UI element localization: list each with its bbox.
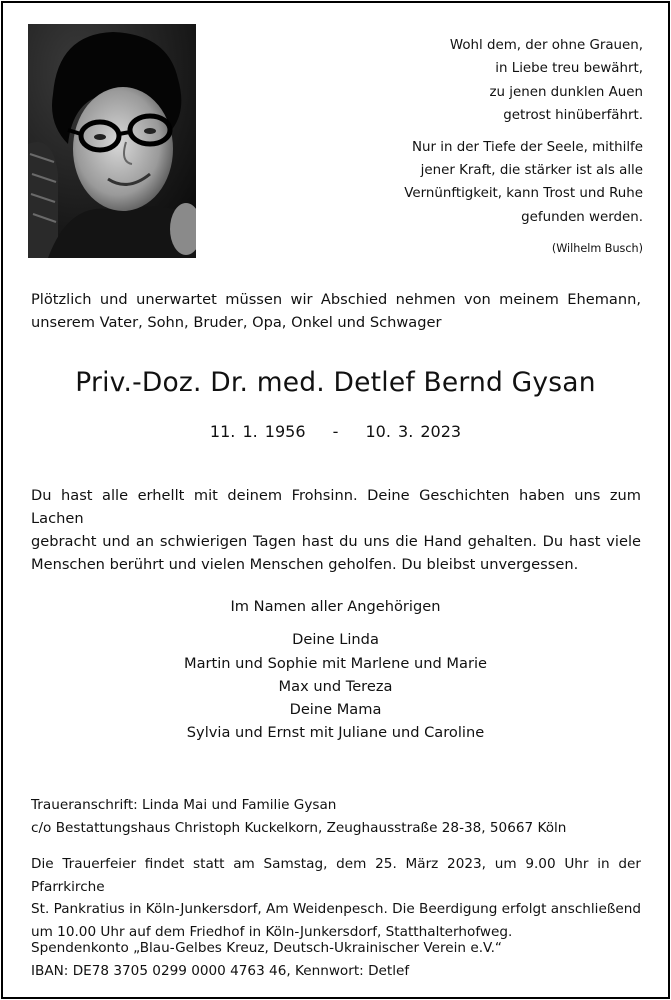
poem-line: in Liebe treu bewährt, [495,61,643,77]
poem-line: Wohl dem, der ohne Grauen, [449,38,643,53]
address-line: Traueranschrift: Linda Mai und Familie Gysan [31,797,337,813]
portrait-image [28,24,196,258]
family-name: Deine Linda [292,631,379,649]
life-dates [0,422,671,441]
family-name: Martin und Sophie mit Marlene und Marie [183,654,487,672]
donation-line: Spendenkonto „Blau-Gelbes Kreuz, Deutsch-Ukrainischer Verein e.V.“ [31,940,502,956]
address-line: c/o Bestattungshaus Christoph Kuckelkorn, Zeughausstraße 28-38, 50667 Köln [31,819,567,836]
signoff-heading: Im Namen aller Angehörigen [230,598,441,615]
intro-text [31,288,641,334]
family-name: Sylvia und Ernst mit Juliane und Caroline [186,724,485,742]
tribute-line: Du hast alle erhellt mit deinem Frohsinn. Deine Geschichten haben uns zum Lachen [31,487,641,527]
donation-line: IBAN: DE78 3705 0299 0000 4763 46, Kennwort: Detlef [31,962,410,979]
tribute-line: gebracht und an schwierigen Tagen hast du uns die Hand gehalten. Du hast viele [31,533,641,550]
ceremony-line: St. Pankratius in Köln-Junkersdorf, Am Weidenpesch. Die Beerdigung erfolgt anschließend [31,901,641,917]
family-name: Deine Mama [289,701,382,719]
deceased-name: Priv.-Doz. Dr. med. Detlef Bernd Gysan [75,367,596,398]
intro-line: unserem Vater, Sohn, Bruder, Opa, Onkel und Schwager [31,314,442,331]
date-separator: - [332,422,339,441]
poem-line: jener Kraft, die stärker ist als alle [420,163,643,179]
ceremony-info [31,853,641,943]
death-date: 10. 3. 2023 [365,422,462,441]
poem-quote [343,34,643,261]
donation-info [31,937,641,982]
poem-line: gefunden werden. [521,209,643,225]
tribute-text [31,484,641,576]
ceremony-line: Die Trauerfeier findet statt am Samstag, dem 25. März 2023, um 9.00 Uhr in der Pfarrkirche [31,856,641,895]
ceremony-line: um 10.00 Uhr auf dem Friedhof in Köln-Junkersdorf, Statthalterhofweg. [31,923,513,940]
family-signoff [0,595,671,745]
mourning-address [31,794,641,839]
poem-line: getrost hinüberfährt. [503,108,643,124]
poem-stanza-1 [343,34,643,128]
intro-line: Plötzlich und unerwartet müssen wir Abschied nehmen von meinem Ehemann, [31,291,641,308]
tribute-line: Menschen berührt und vielen Menschen geholfen. Du bleibst unvergessen. [31,556,579,573]
portrait-photo [28,24,196,258]
spacer [0,618,671,628]
birth-date: 11. 1. 1956 [209,422,306,441]
poem-stanza-2 [343,136,643,230]
poem-line: Nur in der Tiefe der Seele, mithilfe [411,139,643,155]
family-name: Max und Tereza [278,677,393,695]
poem-author: (Wilhelm Busch) [551,242,643,256]
poem-line: zu jenen dunklen Auen [489,84,643,100]
poem-line: Vernünftigkeit, kann Trost und Ruhe [404,186,643,202]
